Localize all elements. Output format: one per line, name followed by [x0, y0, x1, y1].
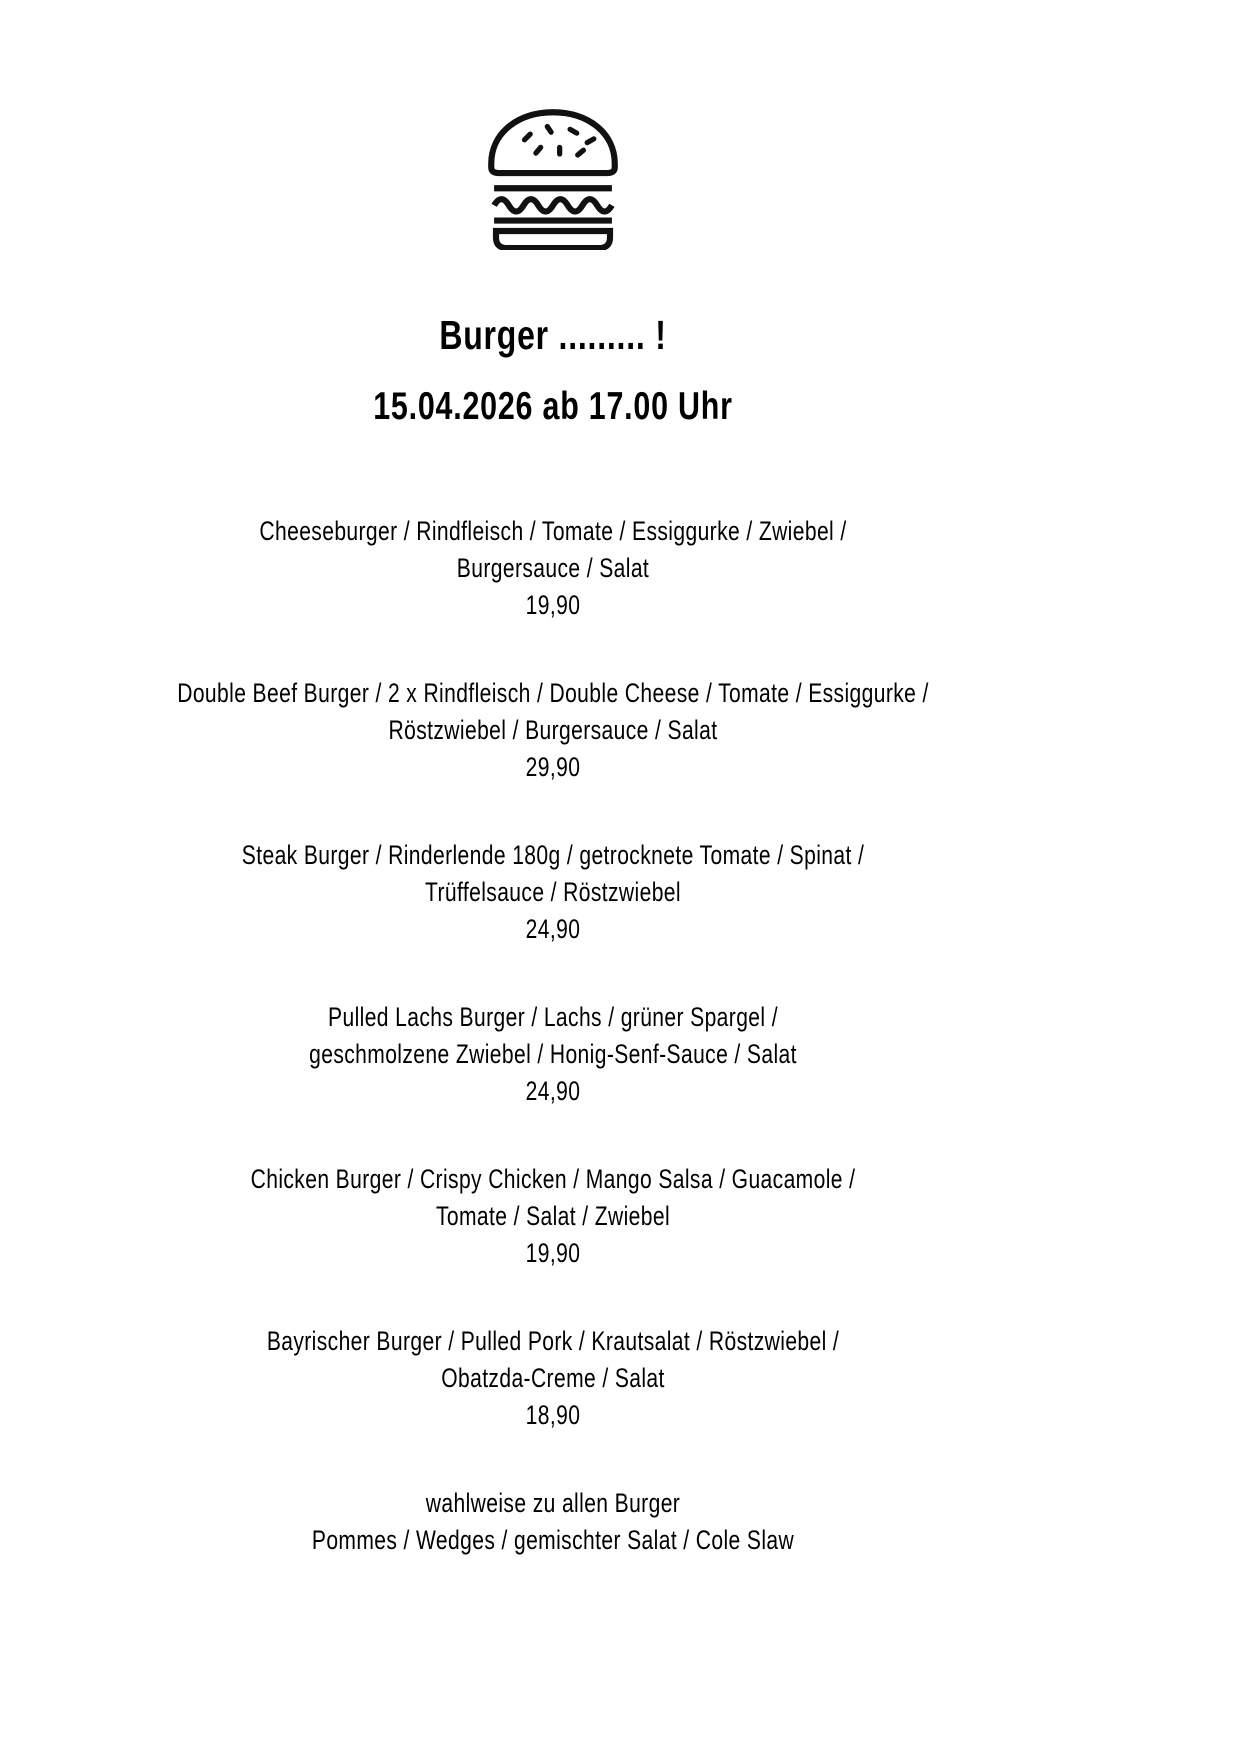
item-price: 24,90: [525, 1076, 581, 1106]
item-description-line-1: Chicken Burger / Crispy Chicken / Mango Salsa / Guacamole /: [250, 1164, 856, 1194]
item-price: 19,90: [525, 1238, 581, 1268]
item-description-line-2: Burgersauce / Salat: [456, 553, 650, 583]
item-description-line-1: Steak Burger / Rinderlende 180g / getrocknete Tomate / Spinat /: [241, 840, 865, 870]
item-price: 19,90: [525, 590, 581, 620]
burger-icon: [0, 98, 1106, 250]
item-description-line-1: Cheeseburger / Rindfleisch / Tomate / Essiggurke / Zwiebel /: [259, 516, 847, 546]
menu-item-steak-burger: [0, 837, 1106, 948]
item-description-line-1: Bayrischer Burger / Pulled Pork / Krautsalat / Röstzwiebel /: [266, 1326, 840, 1356]
item-price: 29,90: [525, 752, 581, 782]
item-description-line-2: Trüffelsauce / Röstzwiebel: [425, 877, 681, 907]
menu-date: 15.04.2026 ab 17.00 Uhr: [373, 385, 733, 428]
menu-item-chicken-burger: [0, 1161, 1106, 1272]
item-description-line-2: geschmolzene Zwiebel / Honig-Senf-Sauce / Salat: [309, 1039, 797, 1069]
sides-note: [0, 1485, 1106, 1559]
item-description-line-2: Röstzwiebel / Burgersauce / Salat: [388, 715, 718, 745]
item-description-line-1: Pulled Lachs Burger / Lachs / grüner Spargel /: [328, 1002, 778, 1032]
item-price: 18,90: [525, 1400, 581, 1430]
menu-title: Burger ......... !: [439, 312, 667, 358]
sides-note-line-1: wahlweise zu allen Burger: [425, 1488, 681, 1518]
menu-item-bayrischer-burger: [0, 1323, 1106, 1434]
item-description-line-2: Tomate / Salat / Zwiebel: [435, 1201, 671, 1231]
menu-item-double-beef-burger: [0, 675, 1106, 786]
menu-item-pulled-lachs-burger: [0, 999, 1106, 1110]
menu-item-cheeseburger: [0, 513, 1106, 624]
item-description-line-1: Double Beef Burger / 2 x Rindfleisch / Double Cheese / Tomate / Essiggurke /: [177, 678, 929, 708]
item-description-line-2: Obatzda-Creme / Salat: [441, 1363, 665, 1393]
item-price: 24,90: [525, 914, 581, 944]
sides-note-line-2: Pommes / Wedges / gemischter Salat / Cole Slaw: [311, 1525, 795, 1555]
